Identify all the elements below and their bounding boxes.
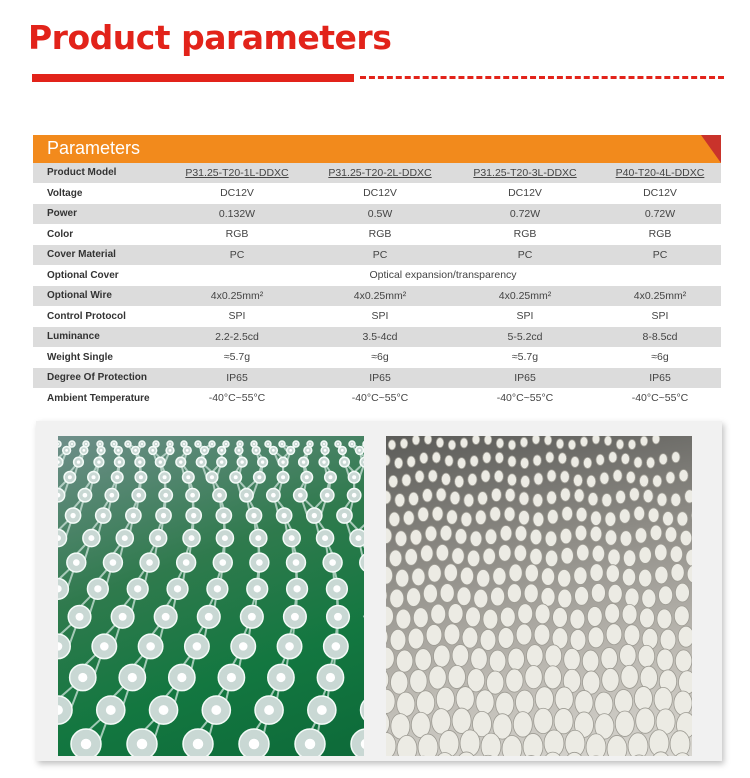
- row-value: ≈5.7g: [511, 351, 539, 364]
- row-value: RGB: [513, 228, 537, 241]
- row-value: PC: [229, 248, 245, 261]
- row-label: Power: [47, 208, 78, 220]
- row-value: 0.5W: [367, 207, 393, 220]
- row-label: Degree Of Protection: [47, 372, 148, 384]
- row-label: Luminance: [47, 331, 100, 343]
- parameters-table-header: [33, 135, 721, 163]
- row-value: -40°C~55°C: [496, 392, 554, 405]
- table-row: [33, 184, 721, 204]
- row-label: Voltage: [47, 187, 83, 199]
- row-label: Optional Cover: [47, 269, 119, 281]
- row-value: IP65: [514, 371, 536, 384]
- row-value: 4x0.25mm²: [353, 289, 407, 302]
- led-mesh-green-illustration: [58, 436, 364, 756]
- table-row: [33, 225, 721, 245]
- row-label: Color: [47, 228, 74, 240]
- row-value: -40°C~55°C: [208, 392, 266, 405]
- row-value: DC12V: [643, 187, 677, 200]
- led-mesh-wavy-photo: [386, 436, 692, 756]
- table-row: [33, 327, 721, 347]
- product-model-cell: P40-T20-4L-DDXC: [615, 166, 705, 179]
- row-value: 0.72W: [644, 207, 676, 220]
- row-value: PC: [372, 248, 388, 261]
- row-label: Ambient Temperature: [47, 392, 150, 404]
- product-model-cell: P31.25-T20-2L-DDXC: [328, 166, 432, 179]
- row-value: IP65: [226, 371, 248, 384]
- row-value: SPI: [651, 310, 669, 323]
- table-row: [33, 286, 721, 306]
- table-row: [33, 163, 721, 183]
- product-model-cell: P31.25-T20-3L-DDXC: [473, 166, 577, 179]
- table-row: [33, 266, 721, 286]
- row-value: ≈6g: [371, 351, 389, 364]
- row-value: 0.72W: [509, 207, 541, 220]
- row-value: SPI: [228, 310, 246, 323]
- led-mesh-wavy-illustration: [386, 436, 692, 756]
- row-value: DC12V: [363, 187, 397, 200]
- title-underline-dashed: [360, 76, 724, 79]
- table-row: [33, 389, 721, 409]
- row-value: RGB: [225, 228, 249, 241]
- led-mesh-green-photo: [58, 436, 364, 756]
- row-value: ≈6g: [651, 351, 669, 364]
- parameters-rows: [33, 163, 721, 408]
- row-value: PC: [652, 248, 668, 261]
- row-value: 0.132W: [218, 207, 256, 220]
- product-photos: [36, 421, 722, 761]
- row-value: RGB: [368, 228, 392, 241]
- row-label: Control Protocol: [47, 310, 126, 322]
- row-value: 2.2-2.5cd: [215, 330, 259, 343]
- row-value: SPI: [516, 310, 534, 323]
- page-title: Product parameters: [28, 18, 392, 57]
- row-value: 4x0.25mm²: [633, 289, 687, 302]
- table-row: [33, 245, 721, 265]
- row-value: 3.5-4cd: [362, 330, 398, 343]
- parameters-heading: Parameters: [47, 138, 141, 158]
- row-value: ≈5.7g: [223, 351, 251, 364]
- row-value: IP65: [369, 371, 391, 384]
- row-value: DC12V: [220, 187, 254, 200]
- row-label: Product Model: [47, 167, 117, 179]
- table-row: [33, 368, 721, 388]
- product-model-cell: P31.25-T20-1L-DDXC: [185, 166, 289, 179]
- header-corner-triangle: [701, 135, 721, 163]
- table-row: [33, 204, 721, 224]
- row-value: -40°C~55°C: [631, 392, 689, 405]
- row-value: Optical expansion/transparency: [369, 269, 517, 282]
- row-value: -40°C~55°C: [351, 392, 409, 405]
- title-underline-solid: [32, 74, 354, 82]
- row-value: SPI: [371, 310, 389, 323]
- row-value: 5-5.2cd: [507, 330, 543, 343]
- table-row: [33, 348, 721, 368]
- table-row: [33, 307, 721, 327]
- parameters-table: [33, 135, 721, 408]
- row-label: Weight Single: [47, 351, 113, 363]
- row-value: 8-8.5cd: [642, 330, 678, 343]
- row-value: DC12V: [508, 187, 542, 200]
- row-value: 4x0.25mm²: [498, 289, 552, 302]
- row-value: IP65: [649, 371, 671, 384]
- row-label: Cover Material: [47, 249, 116, 261]
- row-value: PC: [517, 248, 533, 261]
- row-label: Optional Wire: [47, 290, 112, 302]
- row-value: 4x0.25mm²: [210, 289, 264, 302]
- row-value: RGB: [648, 228, 672, 241]
